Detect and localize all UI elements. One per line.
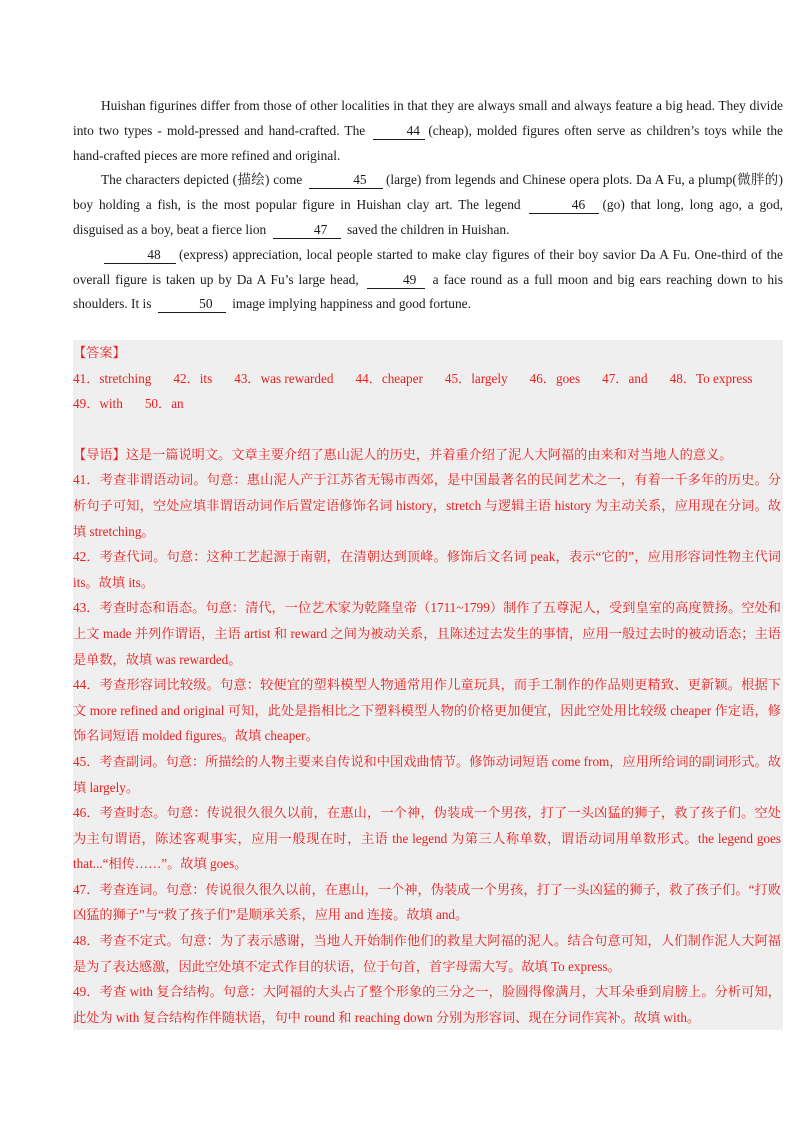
answer-section — [73, 340, 781, 1030]
answer-header: 【答案】 — [73, 345, 126, 360]
blank-48: 48 — [104, 246, 176, 264]
passage-text: Huishan figurines differ from those of other localities in that they are always small and always feature a big head. They divide into two types - mold-pressed and hand-crafted. The — [73, 98, 783, 138]
passage-paragraph-2 — [73, 168, 783, 242]
answer-item: 49．with — [73, 396, 123, 412]
explanation-46: 46．考查时态。句意：传说很久很久以前，在惠山，一个神，伪装成一个男孩，打了一头凶猛的狮子，救了孩子们。空处为主句谓语，陈述客观事实，应用一般现在时，主语 the legend 为第三人称单数，谓语动词用单数形式。the legend goes that...“相传……”。故填 goes。 — [73, 805, 781, 872]
passage-text: image implying happiness and good fortune. — [232, 296, 471, 312]
passage-paragraph-1 — [73, 94, 783, 168]
explanation-44: 44．考查形容词比较级。句意：较便宜的塑料模型人物通常用作儿童玩具，而手工制作的作品则更精致、更新颖。根据下文 more refined and original 可知，此处是指相比之下塑料模型人物的价格更加便宜，因此空处用比较级 cheaper 作定语，修饰名词短语 molded figures。故填 cheaper。 — [73, 677, 781, 744]
blank-49: 49 — [367, 271, 425, 289]
answer-item: 47．and — [602, 370, 648, 386]
passage-text: (large) from legends and Chinese opera plots. Da A Fu, a plump(微胖的) boy holding a fish, is the most popular figure in Huishan clay art. The legend — [73, 172, 783, 213]
answer-item: 50．an — [144, 396, 184, 412]
passage-text: a face round as a full moon and big ears reaching down to his shoulders. It is — [73, 271, 783, 312]
explanation-48: 48．考查不定式。句意：为了表示感谢，当地人开始制作他们的救星大阿福的泥人。结合句意可知，人们制作泥人大阿福是为了表达感激，因此空处填不定式作目的状语，位于句首，首字母需大写。故填 To express。 — [73, 933, 781, 974]
passage-text: (express) appreciation, local people started to make clay figures of their boy savior Da A Fu. One-third of the overall figure is taken up by Da A Fu’s large head, — [73, 246, 783, 287]
passage-text: (go) that long, long ago, a god, disguised as a boy, beat a fierce lion — [73, 197, 783, 237]
explanation-45: 45．考查副词。句意：所描绘的人物主要来自传说和中国戏曲情节。修饰动词短语 come from，应用所给词的副词形式。故填 largely。 — [73, 753, 781, 795]
blank-47: 47 — [273, 221, 341, 239]
blank-44: 44 — [373, 122, 425, 140]
blank-46: 46 — [529, 196, 599, 214]
answer-item: 44．cheaper — [355, 370, 423, 386]
answer-list — [73, 366, 781, 417]
blank-50: 50 — [158, 295, 226, 313]
explanation-49: 49．考查 with 复合结构。句意：大阿福的大头占了整个形象的三分之一，脸圆得像满月，大耳朵垂到肩膀上。分析可知，此处为 with 复合结构作伴随状语，句中 round 和 reaching down 分别为形容词、现在分词作宾补。故填 with。 — [73, 984, 781, 1025]
explanation-47: 47．考查连词。句意：传说很久很久以前，在惠山，一个神，伪装成一个男孩，打了一头凶猛的狮子，救了孩子们。“打败凶猛的狮子”与“救了孩子们”是顺承关系，应用 and 连接。故填 and。 — [73, 881, 781, 923]
reading-passage — [73, 94, 783, 317]
passage-text: saved the children in Huishan. — [346, 221, 510, 237]
answer-item: 41．stretching — [73, 370, 152, 386]
explanation-41: 41．考查非谓语动词。句意：惠山泥人产于江苏省无锡市西郊，是中国最著名的民间艺术之一，有着一千多年的历史。分析句子可知，空处应填非谓语动词作后置定语修饰名词 history，stretch 与逻辑主语 history 为主动关系，应用现在分词。故填 stretching。 — [73, 472, 781, 539]
answer-item: 43．was rewarded — [234, 370, 334, 386]
blank-45: 45 — [309, 171, 383, 189]
answer-item: 45．largely — [444, 370, 508, 386]
explanation-43: 43．考查时态和语态。句意：清代，一位艺术家为乾隆皇帝（1711~1799）制作了五尊泥人，受到皇室的高度赞扬。空处和上文 made 并列作谓语，主语 artist 和 reward 之间为被动关系，且陈述过去发生的事情，应用一般过去时的被动语态；主语是单数，故填 was rewarded。 — [73, 600, 781, 667]
passage-text: (cheap), molded figures often serve as children’s toys while the hand-crafted pieces are more refined and original. — [73, 122, 783, 163]
explanation-intro: 【导语】这是一篇说明文。文章主要介绍了惠山泥人的历史，并着重介绍了泥人大阿福的由来和对当地人的意义。 — [73, 446, 733, 462]
passage-text: The characters depicted (描绘) come — [101, 172, 303, 188]
answer-item: 48．To express — [669, 370, 753, 386]
answer-item: 42．its — [173, 370, 213, 386]
answer-item: 46．goes — [529, 370, 581, 386]
explanation-42: 42．考查代词。句意：这种工艺起源于南朝，在清朝达到顶峰。修饰后文名词 peak，表示“它的”，应用形容词性物主代词 its。故填 its。 — [73, 549, 781, 590]
spacer — [73, 417, 781, 442]
passage-paragraph-3 — [73, 243, 783, 317]
